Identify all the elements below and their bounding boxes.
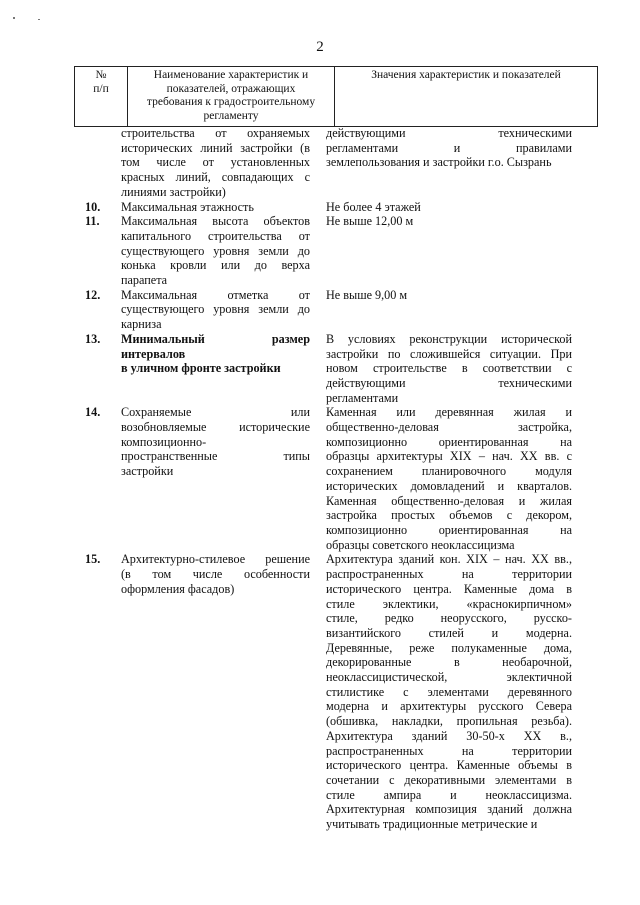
- characteristic-name: [121, 332, 310, 406]
- value-line: застройка простых объемов с декором,: [326, 508, 572, 523]
- value-line: регламентами: [326, 390, 399, 405]
- value-line: композиционно ориентированная на: [326, 522, 572, 537]
- value-line: действующими техническими: [326, 126, 572, 140]
- name-line: застройки: [121, 464, 174, 479]
- value-line: Каменная общественно-деловая и жилая: [326, 493, 572, 508]
- value-line: распространенных на территории: [326, 567, 572, 582]
- table-row: [85, 126, 585, 200]
- header-line: регламенту: [203, 109, 259, 122]
- table-row: [85, 214, 585, 288]
- value-line: общественно-деловая застройка,: [326, 420, 572, 435]
- value-line: Не более 4 этажей: [326, 199, 421, 214]
- characteristic-name: [121, 288, 310, 332]
- value-line: учитывать традиционные метрические и: [326, 817, 538, 832]
- name-line: существующего уровня земли до: [121, 243, 310, 258]
- name-line: конька кровли или до верха: [121, 258, 310, 273]
- value-line: действующими техническими: [326, 375, 572, 390]
- value-line: стиле эклектики, «краснокирпичном»: [326, 596, 572, 611]
- header-line: показателей, отражающих: [166, 82, 296, 95]
- value-line: Каменная или деревянная жилая и: [326, 405, 572, 420]
- row-number: 15.: [85, 552, 101, 567]
- name-line: в уличном фронте застройки: [121, 361, 281, 376]
- characteristic-name: [121, 200, 310, 215]
- row-number: 14.: [85, 405, 101, 420]
- table-row: [85, 552, 585, 831]
- value-line: стилистике с элементами деревянного: [326, 684, 572, 699]
- characteristic-name: [121, 126, 310, 200]
- value-line: Архитектура зданий 30-50-х XX в.,: [326, 728, 572, 743]
- name-line: карниза: [121, 317, 162, 332]
- name-line: Максимальная отметка от: [121, 287, 310, 302]
- table-row: [85, 405, 585, 552]
- characteristic-value: [326, 126, 572, 200]
- table-row: [85, 332, 585, 406]
- characteristic-name: [121, 405, 310, 552]
- value-line: застройки по сложившейся ситуации. При: [326, 346, 572, 361]
- table-row: [85, 288, 585, 332]
- characteristic-value: [326, 332, 572, 406]
- value-line: Не выше 12,00 м: [326, 214, 414, 229]
- value-line: регламентами и правилами: [326, 140, 572, 155]
- scan-speck: [38, 19, 40, 20]
- table-header: [74, 66, 598, 127]
- value-line: Деревянные, реже полукаменные дома,: [326, 640, 572, 655]
- value-line: сохранением планировочного модуля: [326, 464, 572, 479]
- header-line: Значения характеристик и показателей: [371, 69, 561, 81]
- name-line: существующего уровня земли до: [121, 302, 310, 317]
- value-line: стиле, редко неорусского, русско-: [326, 611, 572, 626]
- header-line: Наименование характеристик и: [153, 69, 309, 81]
- header-cell-name: [128, 67, 335, 127]
- name-line: Минимальный размер интервалов: [121, 331, 310, 361]
- table-row: [85, 200, 585, 215]
- name-line: строительства от охраняемых: [121, 126, 310, 140]
- header-line: №: [95, 69, 107, 81]
- name-line: Архитектурно-стилевое решение: [121, 552, 310, 567]
- value-line: сочетании с декоративными элементами в: [326, 772, 572, 787]
- characteristic-value: [326, 405, 572, 552]
- name-line: парапета: [121, 273, 168, 288]
- header-line: п/п: [93, 82, 109, 95]
- value-line: новом строительстве в соответствии с: [326, 361, 572, 376]
- characteristic-name: [121, 214, 310, 288]
- name-line: композиционно-: [121, 434, 207, 449]
- name-line: линиями застройки): [121, 184, 226, 199]
- name-line: Максимальная высота объектов: [121, 214, 310, 229]
- value-line: землепользования и застройки г.о. Сызрань: [326, 155, 552, 170]
- characteristic-name: [121, 552, 310, 831]
- value-line: модерна и архитектуры русского Севера: [326, 699, 572, 714]
- value-line: византийского стилей и модерна.: [326, 625, 572, 640]
- name-line: исторических линий застройки (в: [121, 140, 310, 155]
- name-line: Сохраняемые или: [121, 405, 310, 420]
- name-line: пространственные типы: [121, 449, 310, 464]
- row-number: 11.: [85, 214, 100, 229]
- row-number: 13.: [85, 331, 101, 346]
- header-cell-value: [335, 67, 598, 127]
- row-number: [85, 126, 121, 200]
- header-line: требования к градостроительному: [146, 96, 316, 108]
- characteristic-value: [326, 552, 572, 831]
- row-number: 12.: [85, 287, 101, 302]
- value-line: исторических домовладений и кварталов.: [326, 478, 572, 493]
- name-line: красных линий, совпадающих с: [121, 170, 310, 185]
- name-line: Максимальная этажность: [121, 199, 254, 214]
- value-line: распространенных на территории: [326, 743, 572, 758]
- value-line: исторического центра. Каменные объемы в: [326, 758, 572, 773]
- value-line: исторического центра. Каменные дома в: [326, 581, 572, 596]
- scan-speck: [13, 17, 15, 19]
- name-line: (в том числе особенности: [121, 567, 310, 582]
- value-line: стиле ампира и неоклассицизма.: [326, 787, 572, 802]
- value-line: образцы советского неоклассицизма: [326, 537, 515, 552]
- value-line: неоклассицистической, эклектичной: [326, 670, 572, 685]
- row-number: 10.: [85, 199, 101, 214]
- name-line: возобновляемые исторические: [121, 420, 310, 435]
- value-line: Архитектура зданий кон. XIX – нач. XX вв.,: [326, 552, 572, 567]
- characteristic-value: [326, 214, 572, 288]
- value-line: В условиях реконструкции исторической: [326, 331, 572, 346]
- value-line: образцы архитектуры XIX – нач. XX вв. с: [326, 449, 572, 464]
- value-line: декорированные в необарочной,: [326, 655, 572, 670]
- name-line: оформления фасадов): [121, 581, 235, 596]
- value-line: (обшивка, накладки, пропильная резьба).: [326, 714, 572, 729]
- value-line: композиционно ориентированная на: [326, 434, 572, 449]
- page-number: 2: [316, 39, 324, 55]
- characteristic-value: [326, 200, 572, 215]
- name-line: том числе от установленных: [121, 155, 310, 170]
- header-cell-number: [75, 67, 128, 127]
- table-body: [85, 126, 585, 832]
- characteristic-value: [326, 288, 572, 332]
- value-line: Не выше 9,00 м: [326, 287, 408, 302]
- value-line: Архитектурная композиция зданий должна: [326, 802, 572, 817]
- name-line: капитального строительства от: [121, 228, 310, 243]
